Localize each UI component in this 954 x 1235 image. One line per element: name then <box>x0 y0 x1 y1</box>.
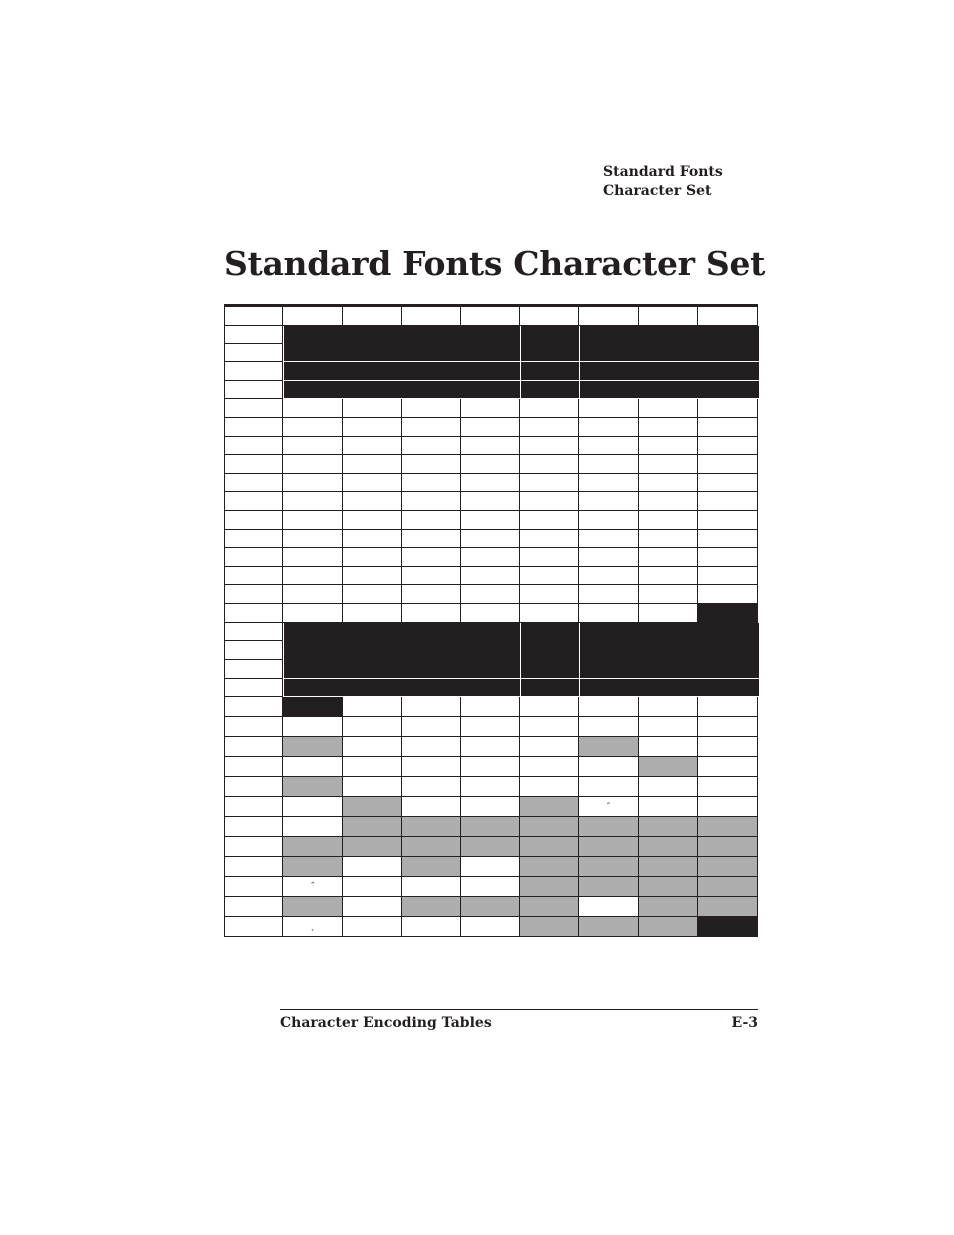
row-label-cell <box>224 797 283 817</box>
table-cell <box>639 585 698 604</box>
table-cell <box>639 777 698 797</box>
table-cell <box>520 585 579 604</box>
table-cell <box>402 455 461 474</box>
table-cell <box>639 757 698 777</box>
table-cell <box>343 777 402 797</box>
shaded-block <box>580 381 759 399</box>
table-cell <box>520 737 579 757</box>
shaded-block <box>284 362 520 381</box>
table-cell <box>579 777 639 797</box>
row-label-cell <box>224 837 283 857</box>
table-cell <box>343 474 402 492</box>
table-cell <box>343 717 402 737</box>
table-cell <box>639 511 698 530</box>
table-cell <box>520 837 579 857</box>
table-cell <box>461 418 520 437</box>
table-cell <box>698 697 758 717</box>
table-cell <box>402 492 461 511</box>
table-cell <box>343 837 402 857</box>
table-cell: ″ <box>579 797 639 817</box>
row-label-cell <box>224 492 283 511</box>
table-cell <box>639 307 698 326</box>
table-cell: ˝ <box>283 877 343 897</box>
table-cell <box>698 897 758 917</box>
row-label-cell <box>224 307 283 326</box>
running-head-line-2: Character Set <box>603 183 712 199</box>
table-cell <box>520 548 579 567</box>
table-cell <box>698 917 758 937</box>
shaded-block <box>284 381 520 399</box>
table-cell <box>520 455 579 474</box>
table-cell <box>461 437 520 455</box>
table-cell <box>639 697 698 717</box>
table-cell <box>461 757 520 777</box>
table-cell <box>461 399 520 418</box>
table-cell <box>343 897 402 917</box>
table-cell <box>343 917 402 937</box>
table-cell <box>283 697 343 717</box>
shaded-block <box>284 326 520 362</box>
table-cell <box>639 717 698 737</box>
table-cell <box>579 548 639 567</box>
table-cell <box>520 399 579 418</box>
footer-section-title: Character Encoding Tables <box>280 1015 492 1031</box>
row-label-cell <box>224 737 283 757</box>
table-cell <box>461 857 520 877</box>
table-cell <box>698 455 758 474</box>
table-cell <box>402 530 461 548</box>
table-cell <box>698 877 758 897</box>
table-cell <box>698 757 758 777</box>
table-cell <box>639 530 698 548</box>
table-cell <box>579 837 639 857</box>
table-cell <box>698 797 758 817</box>
table-cell <box>520 474 579 492</box>
shaded-block <box>580 326 759 362</box>
row-label-cell <box>224 399 283 418</box>
table-cell <box>520 777 579 797</box>
row-label-cell <box>224 817 283 837</box>
table-cell <box>579 511 639 530</box>
table-cell <box>461 307 520 326</box>
table-cell <box>343 437 402 455</box>
table-cell <box>698 474 758 492</box>
table-cell <box>698 585 758 604</box>
table-cell <box>579 585 639 604</box>
table-cell <box>343 418 402 437</box>
table-cell <box>461 585 520 604</box>
table-cell <box>402 877 461 897</box>
table-cell <box>520 697 579 717</box>
table-cell <box>343 604 402 623</box>
row-label-cell <box>224 857 283 877</box>
table-cell <box>402 567 461 585</box>
table-cell <box>698 567 758 585</box>
table-cell <box>343 757 402 777</box>
table-cell <box>343 567 402 585</box>
table-cell <box>520 492 579 511</box>
table-cell <box>639 817 698 837</box>
table-cell <box>520 511 579 530</box>
table-cell <box>520 757 579 777</box>
shaded-block <box>521 623 579 679</box>
table-cell <box>343 307 402 326</box>
table-cell <box>461 817 520 837</box>
table-cell <box>343 530 402 548</box>
shaded-block <box>521 326 579 362</box>
table-cell <box>343 737 402 757</box>
table-cell <box>461 548 520 567</box>
table-cell <box>461 697 520 717</box>
table-cell <box>461 897 520 917</box>
row-label-cell <box>224 660 283 679</box>
table-cell <box>283 399 343 418</box>
row-label-cell <box>224 917 283 937</box>
row-label-cell <box>224 511 283 530</box>
table-cell <box>283 511 343 530</box>
table-cell <box>579 757 639 777</box>
table-cell <box>461 777 520 797</box>
table-cell <box>402 737 461 757</box>
table-cell <box>343 797 402 817</box>
table-cell <box>579 307 639 326</box>
table-cell <box>461 917 520 937</box>
table-cell <box>402 817 461 837</box>
table-cell <box>283 757 343 777</box>
shaded-block <box>521 679 579 697</box>
table-cell <box>520 307 579 326</box>
running-head <box>603 163 723 201</box>
shaded-block <box>521 381 579 399</box>
table-cell <box>343 857 402 877</box>
table-cell <box>520 717 579 737</box>
table-cell <box>283 567 343 585</box>
shaded-block <box>580 623 759 679</box>
table-cell <box>698 737 758 757</box>
table-cell <box>343 455 402 474</box>
row-label-cell <box>224 777 283 797</box>
page-title: Standard Fonts Character Set <box>224 244 766 283</box>
table-cell <box>520 418 579 437</box>
shaded-block <box>284 623 520 679</box>
table-cell <box>343 817 402 837</box>
table-cell <box>698 548 758 567</box>
table-cell <box>698 511 758 530</box>
row-label-cell <box>224 623 283 641</box>
table-cell <box>639 604 698 623</box>
table-cell <box>579 399 639 418</box>
table-cell <box>283 418 343 437</box>
table-cell <box>283 777 343 797</box>
table-cell <box>402 548 461 567</box>
table-cell <box>520 917 579 937</box>
table-cell <box>461 455 520 474</box>
table-cell <box>402 697 461 717</box>
table-cell <box>579 474 639 492</box>
table-cell <box>698 492 758 511</box>
table-cell <box>402 585 461 604</box>
table-cell <box>520 437 579 455</box>
table-cell <box>639 437 698 455</box>
table-cell <box>579 817 639 837</box>
table-cell <box>283 897 343 917</box>
table-cell <box>698 437 758 455</box>
shaded-block <box>580 362 759 381</box>
shaded-block <box>284 679 520 697</box>
table-cell <box>698 817 758 837</box>
table-cell <box>698 837 758 857</box>
table-cell <box>579 897 639 917</box>
character-set-table <box>224 304 758 945</box>
table-cell <box>461 474 520 492</box>
row-label-cell <box>224 455 283 474</box>
table-cell <box>639 474 698 492</box>
row-label-cell <box>224 697 283 717</box>
row-label-cell <box>224 717 283 737</box>
table-cell <box>579 857 639 877</box>
row-label-cell <box>224 679 283 697</box>
row-label-cell <box>224 585 283 604</box>
table-cell <box>461 530 520 548</box>
table-cell <box>461 837 520 857</box>
table-cell <box>402 717 461 737</box>
table-cell <box>402 307 461 326</box>
table-cell <box>639 399 698 418</box>
table-cell <box>461 511 520 530</box>
running-head-line-1: Standard Fonts <box>603 164 723 180</box>
row-label-cell <box>224 474 283 492</box>
shaded-block <box>580 679 759 697</box>
table-cell <box>639 548 698 567</box>
table-cell <box>461 604 520 623</box>
table-cell <box>579 917 639 937</box>
table-cell <box>639 797 698 817</box>
table-cell <box>520 604 579 623</box>
row-label-cell <box>224 897 283 917</box>
table-cell <box>343 399 402 418</box>
row-label-cell <box>224 757 283 777</box>
row-label-cell <box>224 548 283 567</box>
table-cell <box>402 399 461 418</box>
table-cell <box>520 797 579 817</box>
table-cell <box>639 877 698 897</box>
table-cell <box>579 567 639 585</box>
table-cell <box>283 437 343 455</box>
table-cell <box>402 897 461 917</box>
table-cell <box>639 917 698 937</box>
table-cell <box>698 399 758 418</box>
table-cell <box>520 530 579 548</box>
table-cell <box>283 604 343 623</box>
table-cell <box>461 737 520 757</box>
row-label-cell <box>224 530 283 548</box>
table-cell <box>283 837 343 857</box>
table-cell <box>698 777 758 797</box>
table-cell <box>579 717 639 737</box>
table-cell <box>579 418 639 437</box>
table-cell <box>579 604 639 623</box>
shaded-block <box>521 362 579 381</box>
row-label-cell <box>224 567 283 585</box>
table-cell <box>461 797 520 817</box>
footer-page-number: E-3 <box>731 1015 758 1031</box>
table-cell <box>579 530 639 548</box>
row-label-cell <box>224 877 283 897</box>
table-cell <box>520 877 579 897</box>
table-cell <box>402 917 461 937</box>
table-cell <box>283 548 343 567</box>
table-cell <box>283 717 343 737</box>
table-cell <box>402 474 461 492</box>
table-cell <box>579 697 639 717</box>
table-cell <box>639 492 698 511</box>
row-label-cell <box>224 437 283 455</box>
table-cell: ˛ <box>283 917 343 937</box>
table-cell <box>639 455 698 474</box>
table-cell <box>343 585 402 604</box>
table-cell <box>461 567 520 585</box>
table-cell <box>343 511 402 530</box>
table-cell <box>520 567 579 585</box>
table-cell <box>283 530 343 548</box>
table-cell <box>283 455 343 474</box>
table-cell <box>402 857 461 877</box>
table-cell <box>698 530 758 548</box>
table-cell <box>402 757 461 777</box>
table-cell <box>579 877 639 897</box>
table-cell <box>283 492 343 511</box>
table-cell <box>402 797 461 817</box>
table-cell <box>639 567 698 585</box>
row-label-cell <box>224 381 283 399</box>
table-cell <box>698 418 758 437</box>
row-label-cell <box>224 641 283 660</box>
table-cell <box>639 737 698 757</box>
table-cell <box>461 492 520 511</box>
table-cell <box>283 474 343 492</box>
table-cell <box>343 697 402 717</box>
table-cell <box>402 418 461 437</box>
row-label-cell <box>224 344 283 362</box>
table-cell <box>283 737 343 757</box>
table-cell <box>283 857 343 877</box>
table-cell <box>283 817 343 837</box>
table-cell <box>520 897 579 917</box>
table-cell <box>283 797 343 817</box>
table-cell <box>343 492 402 511</box>
table-cell <box>698 307 758 326</box>
table-cell <box>579 455 639 474</box>
table-cell <box>461 877 520 897</box>
table-cell <box>402 837 461 857</box>
table-cell <box>698 604 758 623</box>
table-cell <box>639 897 698 917</box>
table-cell <box>698 857 758 877</box>
table-cell <box>579 737 639 757</box>
table-cell <box>283 307 343 326</box>
table-cell <box>402 511 461 530</box>
table-cell <box>402 437 461 455</box>
row-label-cell <box>224 362 283 381</box>
table-cell <box>402 777 461 797</box>
row-label-cell <box>224 326 283 344</box>
row-label-cell <box>224 604 283 623</box>
table-cell <box>639 418 698 437</box>
table-cell <box>520 857 579 877</box>
table-cell <box>639 837 698 857</box>
table-cell <box>639 857 698 877</box>
table-cell <box>343 548 402 567</box>
table-cell <box>579 492 639 511</box>
table-cell <box>579 437 639 455</box>
table-cell <box>343 877 402 897</box>
table-cell <box>402 604 461 623</box>
row-label-cell <box>224 418 283 437</box>
table-cell <box>461 717 520 737</box>
footer-rule <box>280 1009 758 1010</box>
table-cell <box>520 817 579 837</box>
table-cell <box>698 717 758 737</box>
table-cell <box>283 585 343 604</box>
